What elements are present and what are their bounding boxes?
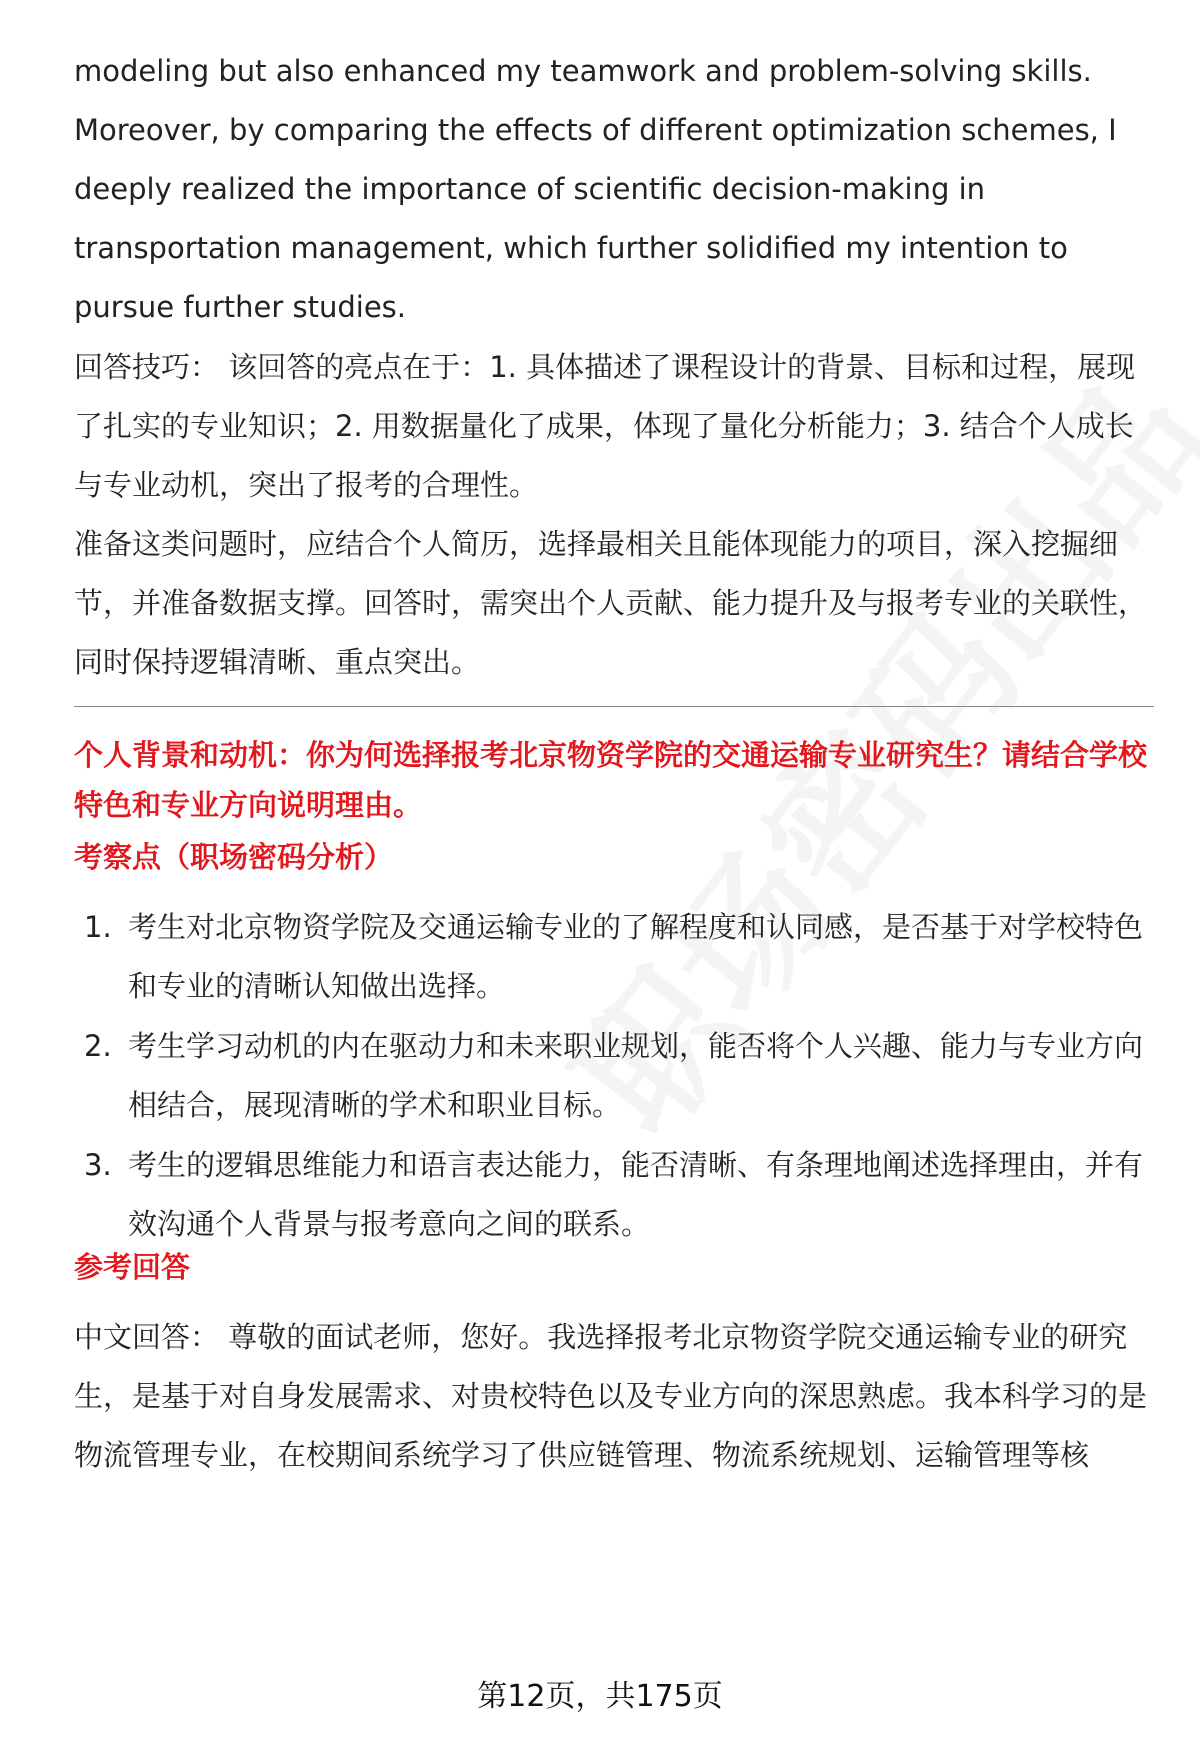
section-divider: [74, 706, 1154, 707]
page-footer: 第12页，共175页: [477, 1679, 723, 1714]
list-text: 考生学习动机的内在驱动力和未来职业规划，能否将个人兴趣、能力与专业方向相结合，展现清晰的学术和职业目标。: [128, 1029, 1144, 1122]
intro-block: [74, 42, 1154, 337]
list-item: [74, 898, 1154, 1016]
analysis-points: [74, 898, 1154, 1255]
tips-block: [74, 338, 1154, 692]
answer-paragraph: 中文回答： 尊敬的面试老师，您好。我选择报考北京物资学院交通运输专业的研究生，是基于对自身发展需求、对贵校特色以及专业方向的深思熟虑。我本科学习的是物流管理专业，在校期间系统学习了供应链管理、物流系统规划、运输管理等核: [74, 1320, 1148, 1472]
intro-paragraph: modeling but also enhanced my teamwork and problem-solving skills. Moreover, by comparing the effects of different optimization schemes, I deeply realized the importance of scientific decision-making in transportation management, which further solidified my intention to pursue further studies.: [74, 54, 1126, 324]
list-item: [74, 1136, 1154, 1254]
points-list: [74, 898, 1154, 1254]
tips-paragraph-1: 回答技巧： 该回答的亮点在于：1. 具体描述了课程设计的背景、目标和过程，展现了扎实的专业知识；2. 用数据量化了成果，体现了量化分析能力；3. 结合个人成长与专业动机，突出了报考的合理性。: [74, 350, 1136, 502]
reference-heading-block: [74, 1242, 1154, 1292]
list-number: 1.: [84, 910, 112, 944]
list-text: 考生的逻辑思维能力和语言表达能力，能否清晰、有条理地阐述选择理由，并有效沟通个人背景与报考意向之间的联系。: [128, 1148, 1144, 1241]
answer-block: [74, 1308, 1154, 1485]
analysis-heading: 考察点（职场密码分析）: [74, 840, 394, 874]
tips-paragraph-2: 准备这类问题时，应结合个人简历，选择最相关且能体现能力的项目，深入挖掘细节，并准备数据支撑。回答时，需突出个人贡献、能力提升及与报考专业的关联性，同时保持逻辑清晰、重点突出。: [74, 527, 1148, 679]
list-number: 2.: [84, 1029, 112, 1063]
question-block: [74, 730, 1154, 830]
analysis-heading-block: [74, 832, 1154, 882]
list-item: [74, 1017, 1154, 1135]
question-title: 个人背景和动机：你为何选择报考北京物资学院的交通运输专业研究生？请结合学校特色和专业方向说明理由。: [74, 738, 1148, 822]
list-number: 3.: [84, 1148, 112, 1182]
list-text: 考生对北京物资学院及交通运输专业的了解程度和认同感，是否基于对学校特色和专业的清晰认知做出选择。: [128, 910, 1144, 1003]
reference-heading: 参考回答: [74, 1250, 191, 1284]
